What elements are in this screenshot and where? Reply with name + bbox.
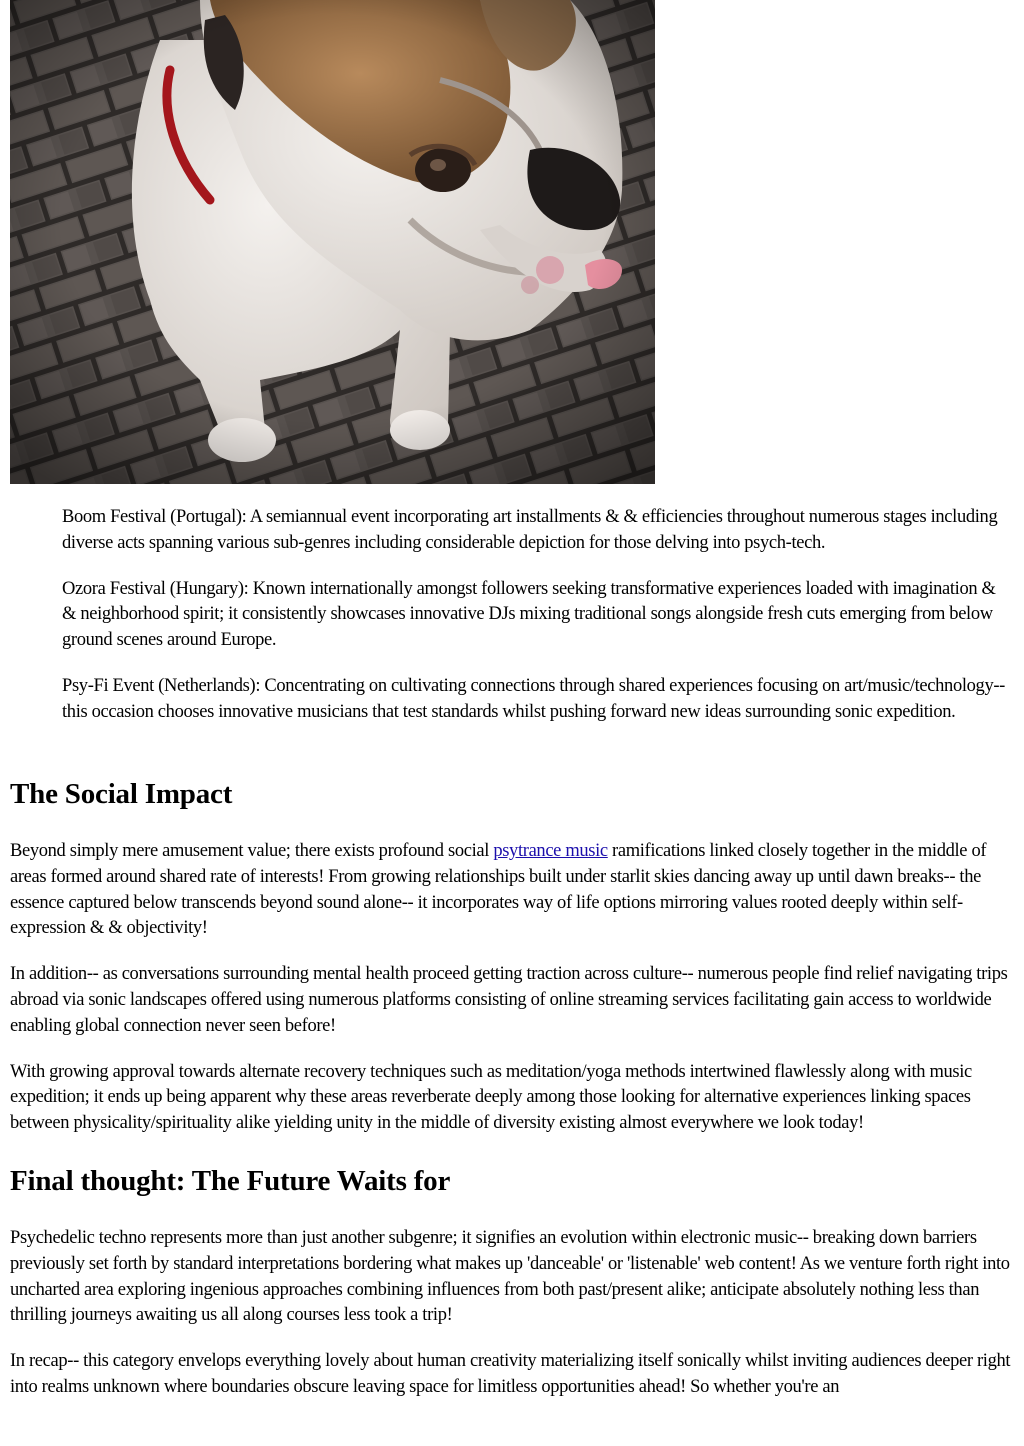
final-thought-heading: Final thought: The Future Waits for (10, 1164, 451, 1197)
final-paragraph-2: In recap-- this category envelops everything lovely about human creativity materializing itself sonically whilst inviting audiences deeper right into realms unknown where boundaries obscure leaving space for limitless opportunities ahead! So whether you're an (10, 1351, 1011, 1397)
social-impact-heading: The Social Impact (10, 778, 233, 810)
social-paragraph-1 (10, 839, 1014, 942)
psytrance-music-link[interactable]: psytrance music (493, 841, 608, 861)
list-item: Psy-Fi Event (Netherlands): Concentrating on cultivating connections through shared experiences focusing on art/music/technology-- this occasion chooses innovative musicians that test standards whilst pushing forward new ideas surrounding sonic expedition. (62, 675, 1005, 722)
social-paragraph-1-before: Beyond simply mere amusement value; there exists profound social (10, 841, 494, 861)
list-item: Boom Festival (Portugal): A semiannual event incorporating art installments & & efficiencies throughout numerous stages including diverse acts spanning various sub-genres including considerable depiction for those delving into psych-tech. (62, 507, 998, 553)
social-paragraph-2: In addition-- as conversations surrounding mental health proceed getting traction across culture-- numerous people find relief navigating trips abroad via sonic landscapes offered using numerous platforms consisting of online streaming services facilitating gain access to worldwide enabling global connection never seen before! (10, 964, 1008, 1036)
final-paragraph-1: Psychedelic techno represents more than just another subgenre; it signifies an evolution within electronic music-- breaking down barriers previously set forth by standard interpretations bordering what makes up 'danceable' or 'listenable' web content! As we venture forth right into uncharted area exploring ingenious approaches combining influences from both past/present alike; anticipate absolutely nothing less than thrilling journeys awaiting us all along courses less took a trip! (10, 1227, 1010, 1326)
festival-list (62, 505, 1012, 746)
list-item: Ozora Festival (Hungary): Known internationally amongst followers seeking transformative experiences loaded with imagination & & neighborhood spirit; it consistently showcases innovative DJs mixing traditional songs alongside fresh cuts emerging from below ground scenes around Europe. (62, 578, 996, 651)
article-body (10, 775, 1014, 1421)
bulldog-photo (10, 0, 655, 484)
social-paragraph-3: With growing approval towards alternate recovery techniques such as meditation/yoga methods intertwined flawlessly along with music expedition; it ends up being apparent why these areas reverberate deeply among those looking for alternative experiences linking spaces between physicality/spirituality alike yielding unity in the middle of diversity existing almost everywhere we look today! (10, 1061, 972, 1134)
social-paragraph-1-after: ramifications linked closely together in the middle of areas formed around shared rate of interests! From growing relationships built under starlit skies dancing away up until dawn breaks-- the essence captured below transcends beyond sound alone-- it incorporates way of life options mirroring values rooted deeply within self-expression & & objectivity! (10, 841, 987, 939)
